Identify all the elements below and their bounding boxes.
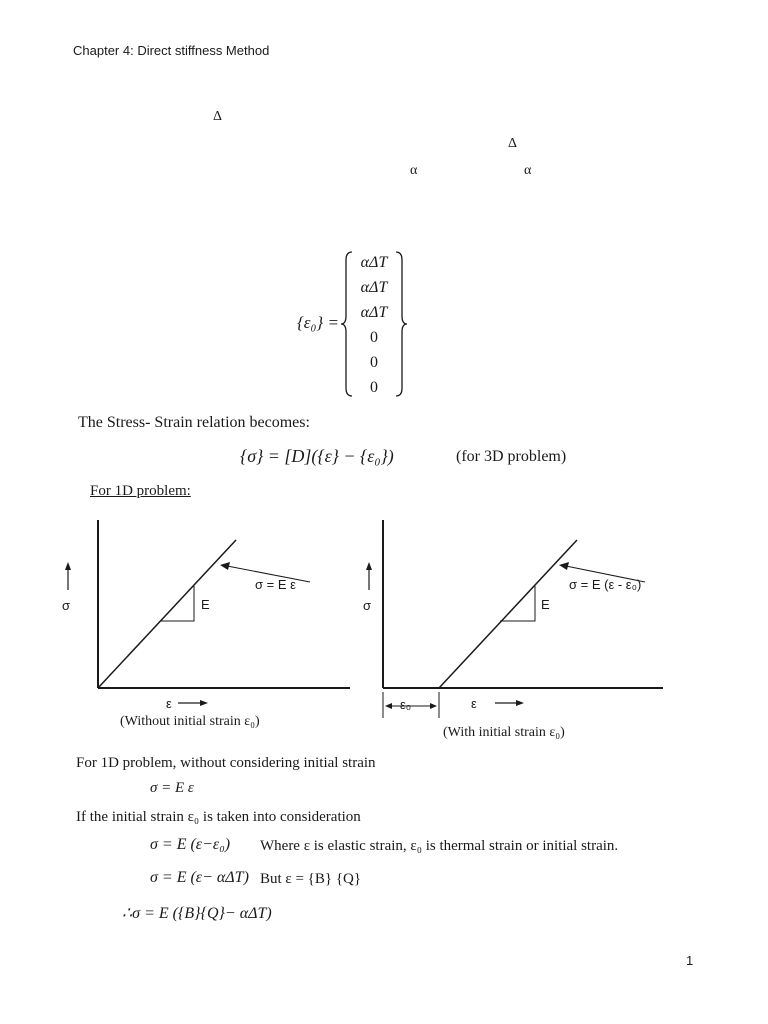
vector-row: αΔT xyxy=(360,304,388,321)
strain-vector-lhs: {ε₀} = xyxy=(297,313,339,332)
stress-strain-line xyxy=(439,540,577,688)
pointer-arrowhead xyxy=(220,562,230,570)
one-d-heading: For 1D problem: xyxy=(90,483,191,499)
vector-row: αΔT xyxy=(360,254,388,271)
x-arrowhead xyxy=(200,700,208,706)
equation-sigma-initial-strain: σ = E (ε−ε₀) xyxy=(150,836,231,853)
offset-arrowhead-right xyxy=(430,703,437,709)
vector-row: αΔT xyxy=(360,279,388,296)
body-line-without-initial-strain: For 1D problem, without considering initial strain xyxy=(76,755,376,771)
stress-strain-note: (for 3D problem) xyxy=(456,448,567,465)
equation-sigma-e-epsilon: σ = E ε xyxy=(150,780,194,796)
vector-row: 0 xyxy=(370,379,378,396)
y-arrowhead xyxy=(65,562,71,570)
pointer-arrowhead xyxy=(559,562,569,570)
delta-symbol: Δ xyxy=(508,136,518,151)
right-graph-x-label: ε xyxy=(471,696,477,711)
right-graph-y-label: σ xyxy=(363,598,372,613)
stress-strain-heading: The Stress- Strain relation becomes: xyxy=(78,414,310,431)
page-number: 1 xyxy=(686,953,694,968)
left-graph-caption: (Without initial strain ε₀) xyxy=(120,714,260,729)
alpha-symbol: α xyxy=(410,163,418,178)
x-arrowhead xyxy=(516,700,524,706)
equation-therefore-sigma: ∴σ = E ({B}{Q}− αΔT) xyxy=(122,905,272,922)
left-graph-x-label: ε xyxy=(166,696,172,711)
graph-without-initial-strain xyxy=(60,510,360,710)
equation-sigma-thermal: σ = E (ε− αΔT) xyxy=(150,869,249,886)
right-graph-line-label: σ = E (ε - ε₀) xyxy=(569,577,642,592)
right-graph-caption: (With initial strain ε₀) xyxy=(443,725,565,740)
alpha-symbol: α xyxy=(524,163,532,178)
vector-row: 0 xyxy=(370,329,378,346)
stress-strain-equation: {σ} = [D]({ε} − {ε₀}) xyxy=(240,446,394,466)
page-header-title: Chapter 4: Direct stiffness Method xyxy=(73,43,270,58)
left-graph-line-label: σ = E ε xyxy=(255,577,296,592)
left-graph-y-label: σ xyxy=(62,598,71,613)
vector-row: 0 xyxy=(370,354,378,371)
strain-vector-rows xyxy=(348,250,400,400)
graph-with-initial-strain xyxy=(345,510,675,725)
equation-note-elastic-strain: Where ε is elastic strain, ε₀ is thermal strain or initial strain. xyxy=(260,838,619,854)
right-graph-slope-label: E xyxy=(541,597,550,612)
y-arrowhead xyxy=(366,562,372,570)
right-graph-offset-label: ε₀ xyxy=(400,697,412,712)
offset-arrowhead-left xyxy=(385,703,392,709)
delta-symbol: Δ xyxy=(213,109,223,124)
body-line-with-initial-strain: If the initial strain ε₀ is taken into consideration xyxy=(76,809,361,825)
equation-note-strain-bq: But ε = {B} {Q} xyxy=(260,871,362,887)
stress-strain-line xyxy=(98,540,236,688)
left-graph-slope-label: E xyxy=(201,597,210,612)
